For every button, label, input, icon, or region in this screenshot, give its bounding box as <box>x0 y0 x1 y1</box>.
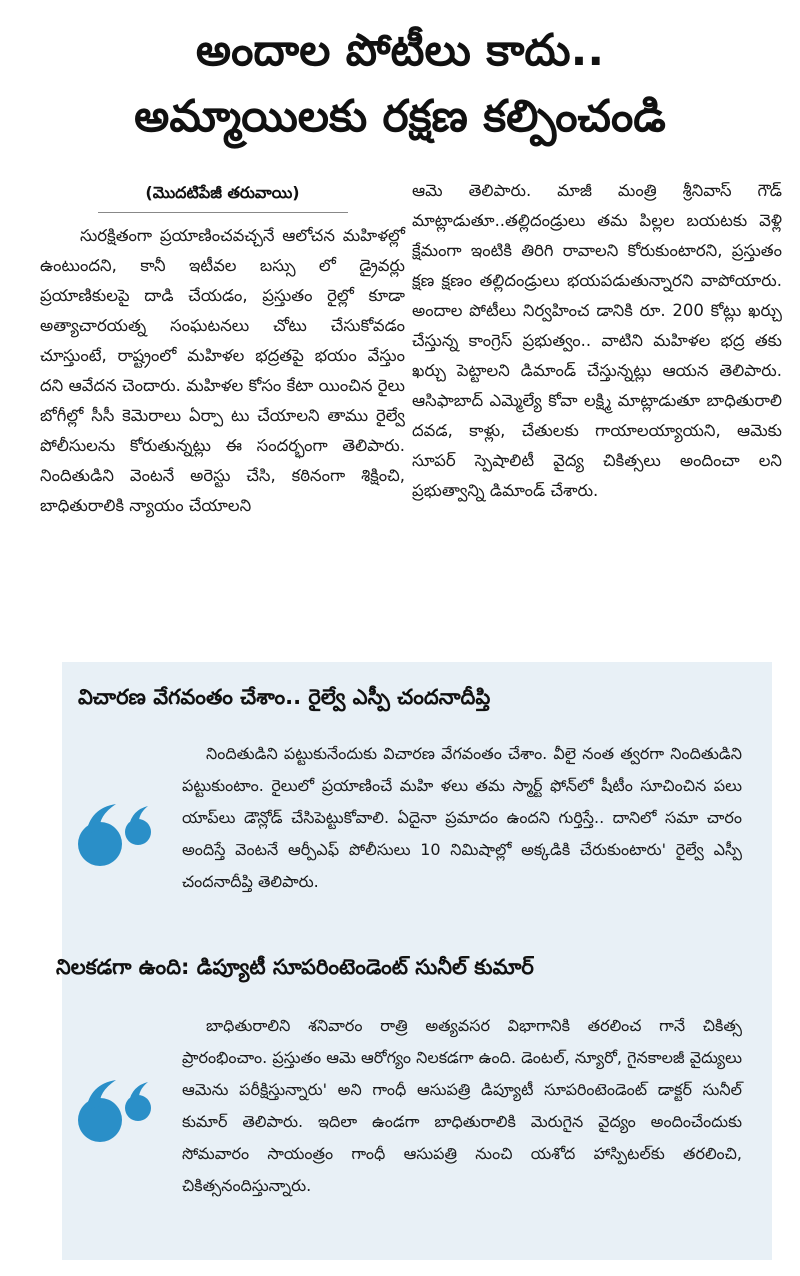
quote-deputy-superintendent <box>182 1010 742 1202</box>
left-column <box>40 178 405 521</box>
subhead-railway-sp: విచారణ వేగవంతం చేశాం.. రైల్వే ఎస్పీ చందనాదీప్తి <box>78 685 491 709</box>
subhead-deputy-superintendent: నిలకడగా ఉంది: డిప్యూటీ సూపరింటెండెంట్ సునీల్ కుమార్ <box>56 955 534 979</box>
left-column-text: సురక్షితంగా ప్రయాణించవచ్చనే ఆలోచన మహిళల్లో ఉంటుందని, కానీ ఇటీవల బస్సు లో డ్రైవర్లు ప్రయాణికులపై దాడి చేయడం, ప్రస్తుతం రైల్లో కూడా అత్యాచారయత్న సంఘటనలు చోటు చేసుకోవడం చూస్తుంటే, రాష్ట్రంలో మహిళల భద్రతపై భయం వేస్తుం దని ఆవేదన చెందారు. మహిళల కోసం కేటా యించిన రైలు బోగీల్లో సీసీ కెమెరాలు ఏర్పా టు చేయాలని తాము రైల్వే పోలీసులను కోరుతున్నట్లు ఈ సందర్భంగా తెలిపారు. నిందితుడిని వెంటనే అరెస్టు చేసి, కఠినంగా శిక్షించి, బాధితురాలికి న్యాయం చేయాలని <box>40 226 405 515</box>
headline-line-2: అమ్మాయిలకు రక్షణ కల్పించండి <box>134 91 666 142</box>
quote-mark-icon <box>76 802 156 872</box>
quote-railway-sp <box>182 738 742 898</box>
right-column <box>412 176 782 506</box>
continued-label: (మొదటిపేజీ తరువాయి) <box>145 183 300 202</box>
headline <box>0 18 800 150</box>
right-column-text: ఆమె తెలిపారు. మాజీ మంత్రి శ్రీనివాస్ గౌడ్ మాట్లాడుతూ..తల్లిదండ్రులు తమ పిల్లల బయటకు వెళ్లి క్షేమంగా ఇంటికి తిరిగి రావాలని కోరుకుంటారని, ప్రస్తుతం క్షణ క్షణం తల్లిదండ్రులు భయపడుతున్నారని వాపోయారు. అందాల పోటీలు నిర్వహించ డానికి రూ. 200 కోట్లు ఖర్చు చేస్తున్న కాంగ్రెస్ ప్రభుత్వం.. వాటిని మహిళల భద్ర తకు ఖర్చు పెట్టాలని డిమాండ్ చేస్తున్నట్లు ఆయన తెలిపారు. ఆసిఫాబాద్ ఎమ్మెల్యే కోవా లక్ష్మి మాట్లాడుతూ బాధితురాలి దవడ, కాళ్లు, చేతులకు గాయాలయ్యాయని, ఆమెకు సూపర్ స్పెషాలిటీ వైద్య చికిత్సలు అందించా లని ప్రభుత్వాన్ని డిమాండ్ చేశారు. <box>412 181 782 500</box>
quote-mark-icon <box>76 1078 156 1148</box>
divider <box>98 212 348 213</box>
quote-text-1: నిందితుడిని పట్టుకునేందుకు విచారణ వేగవంతం చేశాం. వీలై నంత త్వరగా నిందితుడిని పట్టుకుంటాం. రైలులో ప్రయాణించే మహి ళలు తమ స్మార్ట్ ఫోన్‌లో షీటీం సూచించిన పలు యాప్‌లు డౌన్లోడ్ చేసిపెట్టుకోవాలి. ఏదైనా ప్రమాదం ఉందని గుర్తిస్తే.. దానిలో సమా చారం అందిస్తే వెంటనే ఆర్పీఎఫ్ పోలీసులు 10 నిమిషాల్లో అక్కడికి చేరుకుంటారు' రైల్వే ఎస్పీ చందనాదీప్తి తెలిపారు. <box>182 744 742 891</box>
headline-line-1: అందాల పోటీలు కాదు.. <box>195 25 605 76</box>
quote-text-2: బాధితురాలిని శనివారం రాత్రి అత్యవసర విభాగానికి తరలించ గానే చికిత్స ప్రారంభించాం. ప్రస్తుతం ఆమె ఆరోగ్యం నిలకడగా ఉంది. డెంటల్, న్యూరో, గైనకాలజీ వైద్యులు ఆమెను పరీక్షిస్తున్నారు' అని గాంధీ ఆసుపత్రి డిప్యూటీ సూపరింటెండెంట్ డాక్టర్ సునీల్ కుమార్ తెలిపారు. ఇదిలా ఉండగా బాధితురాలికి మెరుగైన వైద్యం అందించేందుకు సోమవారం సాయంత్రం గాంధీ ఆసుపత్రి నుంచి యశోద హాస్పిటల్‌కు తరలించి, చికిత్సనందిస్తున్నారు. <box>182 1016 742 1195</box>
